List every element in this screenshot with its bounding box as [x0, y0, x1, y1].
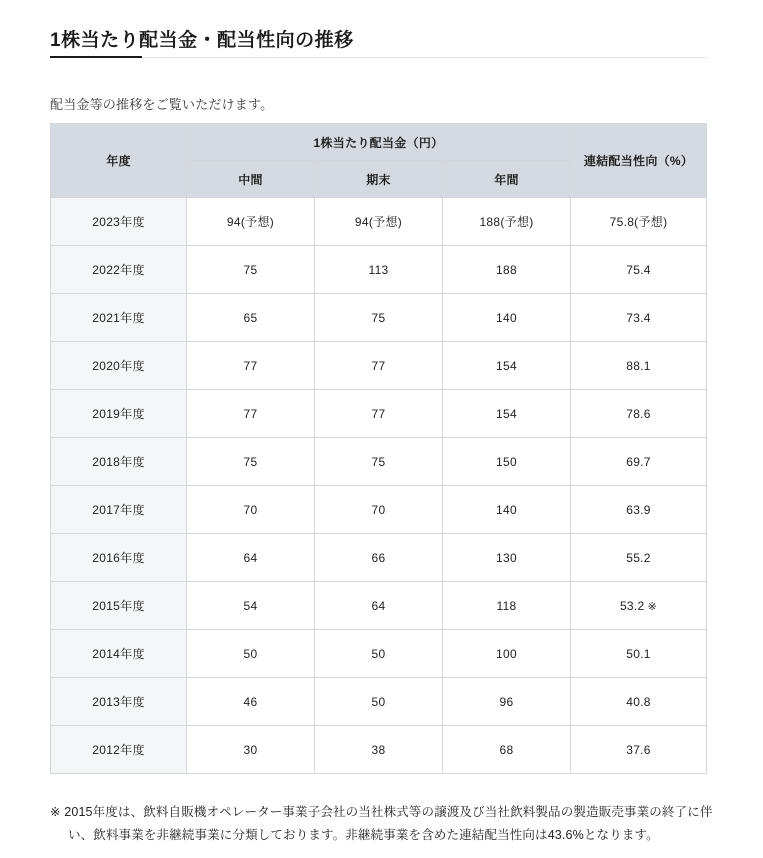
cell-year-end: 64 — [315, 582, 443, 630]
column-header-dividend-group: 1株当たり配当金（円） — [187, 124, 571, 161]
table-row — [51, 246, 707, 294]
cell-payout-ratio: 53.2 ※ — [571, 582, 707, 630]
cell-payout-ratio: 69.7 — [571, 438, 707, 486]
cell-annual: 188(予想) — [443, 198, 571, 246]
table-row — [51, 438, 707, 486]
footnote-text: ※ 2015年度は、飲料自販機オペレーター事業子会社の当社株式等の譲渡及び当社飲料製品の製造販売事業の終了に伴い、飲料事業を非継続事業に分類しております。非継続事業を含めた連結配当性向は43.6%となります。 — [50, 804, 713, 842]
column-header-interim: 中間 — [187, 161, 315, 198]
cell-interim: 75 — [187, 246, 315, 294]
table-row — [51, 678, 707, 726]
cell-year: 2014年度 — [51, 630, 187, 678]
cell-year-end: 77 — [315, 390, 443, 438]
cell-annual: 130 — [443, 534, 571, 582]
cell-interim: 75 — [187, 438, 315, 486]
cell-payout-ratio: 40.8 — [571, 678, 707, 726]
cell-annual: 154 — [443, 390, 571, 438]
cell-interim: 77 — [187, 342, 315, 390]
cell-payout-ratio: 63.9 — [571, 486, 707, 534]
cell-payout-ratio: 50.1 — [571, 630, 707, 678]
table-row — [51, 486, 707, 534]
cell-year-end: 70 — [315, 486, 443, 534]
column-header-year-end: 期末 — [315, 161, 443, 198]
cell-annual: 100 — [443, 630, 571, 678]
cell-annual: 140 — [443, 294, 571, 342]
cell-year: 2021年度 — [51, 294, 187, 342]
cell-year-end: 66 — [315, 534, 443, 582]
cell-payout-ratio: 78.6 — [571, 390, 707, 438]
table-body — [51, 198, 707, 774]
cell-payout-ratio: 73.4 — [571, 294, 707, 342]
dividend-table — [50, 123, 707, 774]
cell-payout-ratio: 75.4 — [571, 246, 707, 294]
cell-payout-ratio: 88.1 — [571, 342, 707, 390]
cell-annual: 154 — [443, 342, 571, 390]
cell-payout-ratio: 37.6 — [571, 726, 707, 774]
cell-interim: 30 — [187, 726, 315, 774]
cell-interim: 64 — [187, 534, 315, 582]
cell-annual: 118 — [443, 582, 571, 630]
title-divider-accent — [50, 56, 142, 58]
cell-interim: 50 — [187, 630, 315, 678]
page-title: 1株当たり配当金・配当性向の推移 — [50, 29, 354, 51]
cell-interim: 46 — [187, 678, 315, 726]
table-header-row-group — [51, 124, 707, 161]
dividend-table-container — [50, 123, 707, 774]
cell-interim: 54 — [187, 582, 315, 630]
cell-payout-ratio: 55.2 — [571, 534, 707, 582]
table-row — [51, 390, 707, 438]
cell-year: 2012年度 — [51, 726, 187, 774]
cell-annual: 140 — [443, 486, 571, 534]
table-row — [51, 342, 707, 390]
cell-year: 2023年度 — [51, 198, 187, 246]
cell-year-end: 75 — [315, 438, 443, 486]
cell-year: 2013年度 — [51, 678, 187, 726]
cell-payout-ratio: 75.8(予想) — [571, 198, 707, 246]
table-header — [51, 124, 707, 198]
footnote-reference-mark: ※ — [647, 600, 658, 613]
cell-interim: 77 — [187, 390, 315, 438]
cell-year: 2020年度 — [51, 342, 187, 390]
table-row — [51, 726, 707, 774]
cell-year: 2016年度 — [51, 534, 187, 582]
cell-year: 2022年度 — [51, 246, 187, 294]
cell-year-end: 94(予想) — [315, 198, 443, 246]
cell-year-end: 50 — [315, 678, 443, 726]
cell-year-end: 77 — [315, 342, 443, 390]
table-row — [51, 294, 707, 342]
table-row — [51, 630, 707, 678]
column-header-payout-ratio: 連結配当性向（%） — [571, 124, 707, 198]
table-row — [51, 582, 707, 630]
cell-year: 2019年度 — [51, 390, 187, 438]
lead-paragraph: 配当金等の推移をご覧いただけます。 — [50, 97, 274, 112]
cell-interim: 70 — [187, 486, 315, 534]
cell-interim: 65 — [187, 294, 315, 342]
cell-annual: 150 — [443, 438, 571, 486]
cell-year-end: 50 — [315, 630, 443, 678]
cell-year: 2018年度 — [51, 438, 187, 486]
table-row — [51, 534, 707, 582]
cell-year-end: 113 — [315, 246, 443, 294]
cell-annual: 96 — [443, 678, 571, 726]
cell-year: 2015年度 — [51, 582, 187, 630]
table-row — [51, 198, 707, 246]
column-header-annual: 年間 — [443, 161, 571, 198]
cell-annual: 188 — [443, 246, 571, 294]
column-header-year: 年度 — [51, 124, 187, 198]
cell-year-end: 38 — [315, 726, 443, 774]
title-divider — [50, 57, 707, 58]
cell-year-end: 75 — [315, 294, 443, 342]
cell-interim: 94(予想) — [187, 198, 315, 246]
cell-annual: 68 — [443, 726, 571, 774]
cell-year: 2017年度 — [51, 486, 187, 534]
